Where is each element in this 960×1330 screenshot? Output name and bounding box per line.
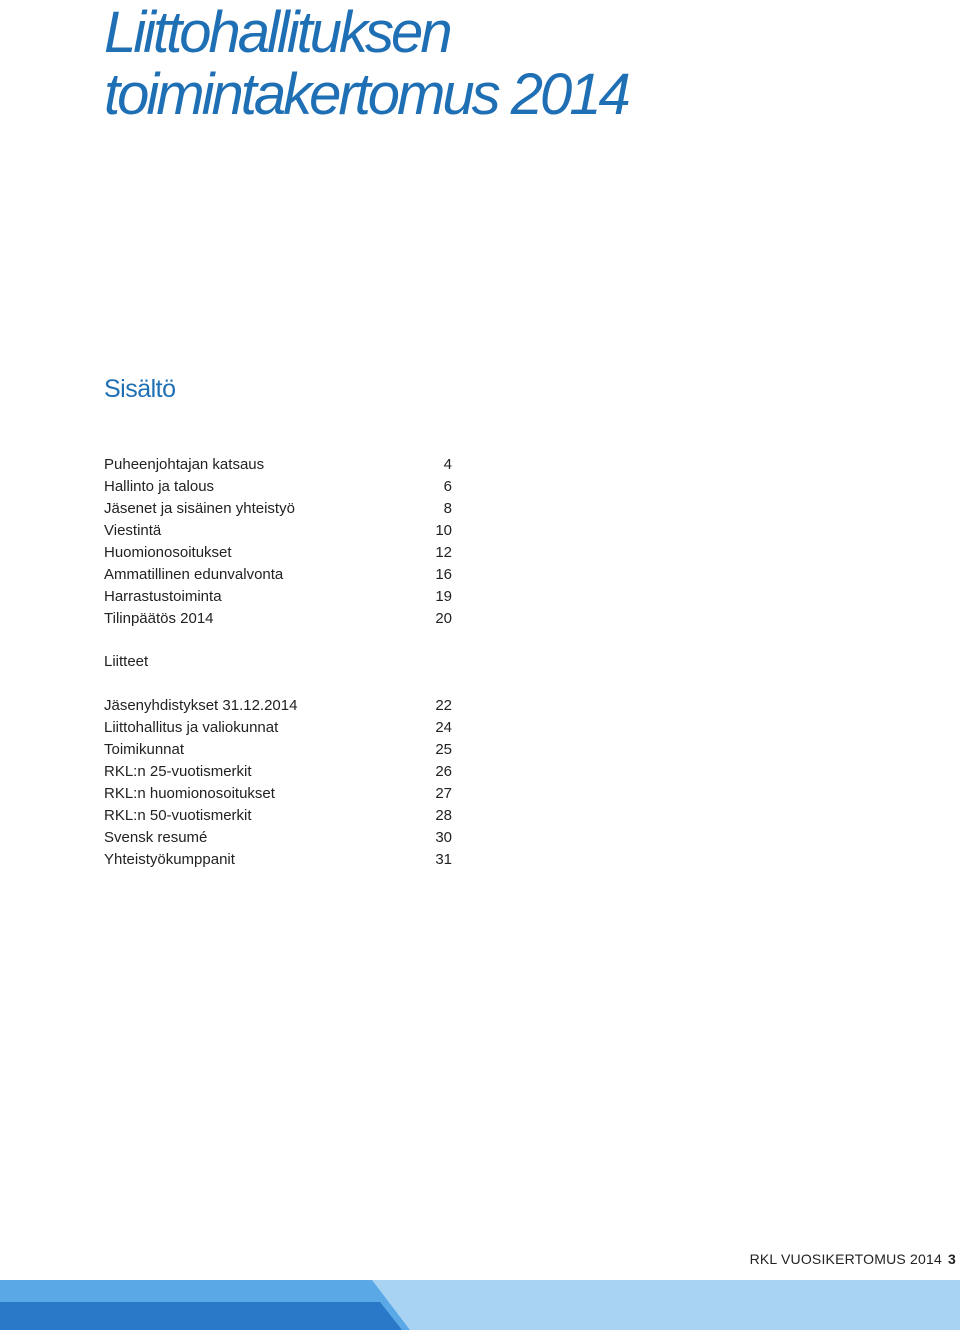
toc-entry-page: 30: [435, 829, 452, 846]
toc-entry-page: 27: [435, 785, 452, 802]
toc-entry-label: Hallinto ja talous: [104, 478, 215, 495]
toc-entry[interactable]: [104, 564, 452, 586]
toc-entry-page: 4: [443, 456, 452, 473]
toc-entry[interactable]: [104, 498, 452, 520]
toc-entry-label: Tilinpäätös 2014: [104, 610, 214, 627]
toc-appendix-list: [104, 695, 452, 871]
toc-entry[interactable]: [104, 717, 452, 739]
toc-entry-label: Harrastustoiminta: [104, 588, 222, 605]
band-light-shape: [300, 1280, 960, 1330]
toc-entry-label: Ammatillinen edunvalvonta: [104, 566, 284, 583]
toc-entry-page: 25: [435, 741, 452, 758]
toc-entry-label: Jäsenet ja sisäinen yhteistyö: [104, 500, 295, 517]
title-line-1: Liittohallituksen: [104, 0, 450, 65]
toc-entry-label: RKL:n 50-vuotismerkit: [104, 807, 252, 824]
toc-entry-label: Jäsenyhdistykset 31.12.2014: [104, 697, 298, 714]
toc-entry-label: Huomionosoitukset: [104, 544, 232, 561]
toc-entry[interactable]: [104, 827, 452, 849]
toc-entry-page: 6: [443, 478, 452, 495]
toc-entry[interactable]: [104, 608, 452, 630]
toc-entry[interactable]: [104, 783, 452, 805]
toc-entry-page: 28: [435, 807, 452, 824]
toc-entry-label: RKL:n huomionosoitukset: [104, 785, 275, 802]
page-footer: [750, 1249, 956, 1269]
band-dark-shape: [0, 1302, 402, 1330]
toc-entry-page: 8: [443, 500, 452, 517]
toc-entry-label: Puheenjohtajan katsaus: [104, 456, 265, 473]
toc-entry-page: 20: [435, 610, 452, 627]
toc-entry[interactable]: [104, 586, 452, 608]
toc-entry-page: 22: [435, 697, 452, 714]
toc-entry-page: 31: [435, 851, 452, 868]
toc-entry-page: 16: [435, 566, 452, 583]
document-title: [104, 2, 628, 126]
toc-heading: Sisältö: [104, 375, 176, 403]
toc-entry-page: 19: [435, 588, 452, 605]
toc-entry-label: Toimikunnat: [104, 741, 185, 758]
toc-entry-page: 26: [435, 763, 452, 780]
toc-entry-page: 24: [435, 719, 452, 736]
footer-publication: RKL VUOSIKERTOMUS 2014: [749, 1251, 942, 1267]
footer-page-number: 3: [948, 1251, 956, 1267]
toc-entry[interactable]: [104, 695, 452, 717]
toc-main-list: [104, 454, 452, 630]
toc-entry[interactable]: [104, 542, 452, 564]
toc-entry-page: 10: [435, 522, 452, 539]
toc-entry-label: Liittohallitus ja valiokunnat: [104, 719, 279, 736]
toc-entry[interactable]: [104, 476, 452, 498]
title-line-2: toimintakertomus 2014: [104, 62, 628, 127]
toc-entry-label: Svensk resumé: [104, 829, 208, 846]
toc-entry-page: 12: [435, 544, 452, 561]
band-mid-shape: [0, 1280, 410, 1330]
toc-entry-label: Yhteistyökumppanit: [104, 851, 235, 868]
toc-entry-label: RKL:n 25-vuotismerkit: [104, 763, 252, 780]
toc-entry[interactable]: [104, 739, 452, 761]
toc-entry[interactable]: [104, 454, 452, 476]
toc-entry[interactable]: [104, 520, 452, 542]
toc-entry[interactable]: [104, 805, 452, 827]
toc-entry[interactable]: [104, 849, 452, 871]
appendix-label: Liitteet: [104, 653, 149, 670]
toc-entry[interactable]: [104, 761, 452, 783]
toc-entry-label: Viestintä: [104, 522, 162, 539]
